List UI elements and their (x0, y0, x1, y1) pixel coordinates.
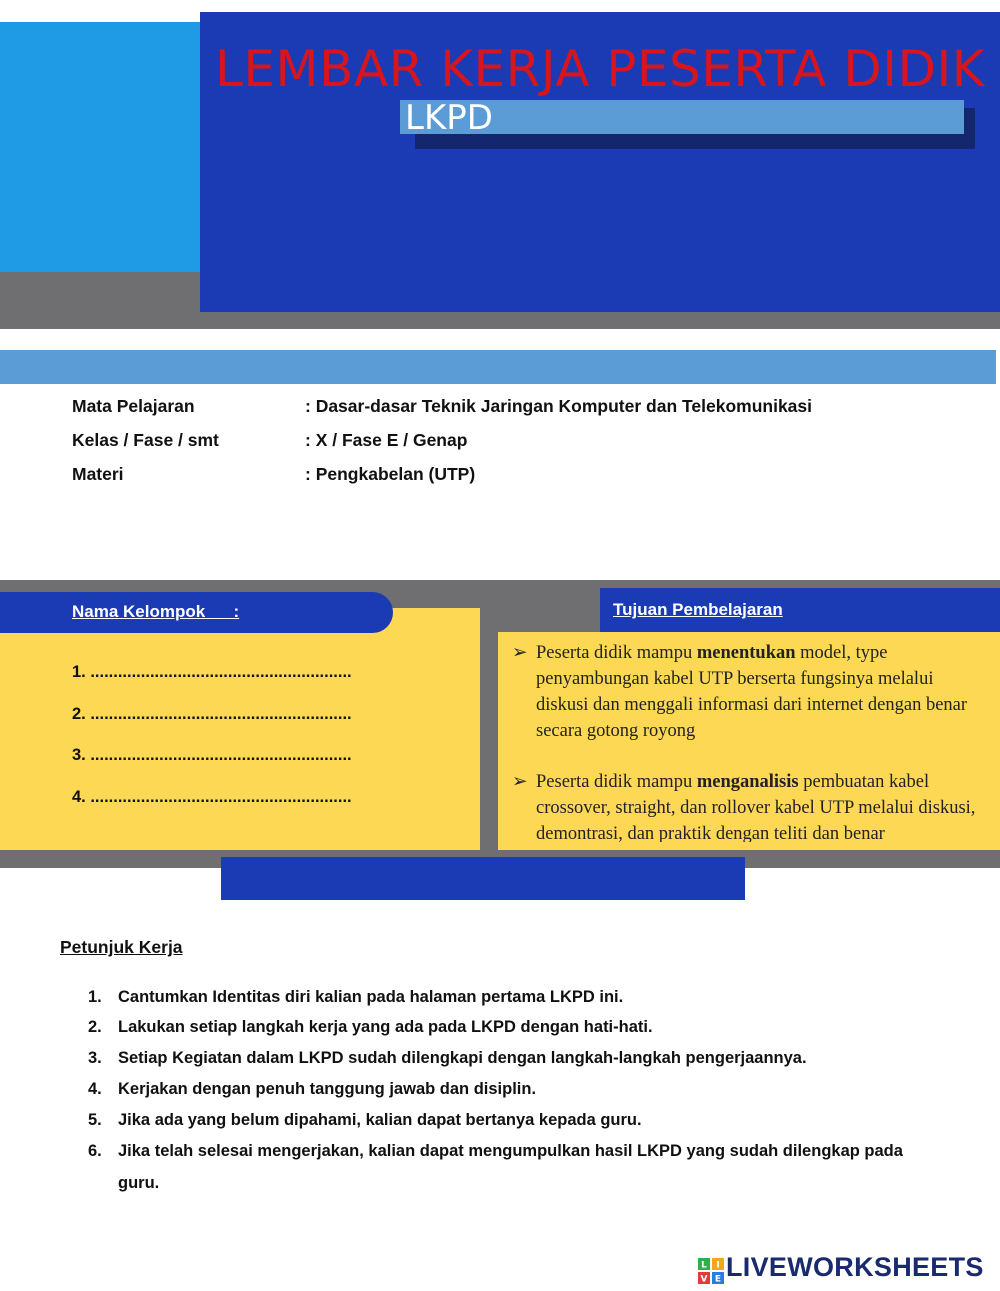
instructions-title: Petunjuk Kerja (60, 937, 183, 957)
objectives-title: Tujuan Pembelajaran (613, 600, 783, 619)
instruction-step-5 (88, 1104, 948, 1136)
instruction-step-3 (88, 1042, 948, 1074)
liveworksheets-watermark[interactable]: LIVEWORKSHEETS (726, 1252, 984, 1282)
page-title: LEMBAR KERJA PESERTA DIDIK (214, 40, 986, 98)
divider-stripe (0, 350, 996, 384)
page-subtitle: LKPD (405, 98, 493, 138)
info-label-material: Materi (72, 464, 124, 484)
group-label: Nama Kelompok : (72, 602, 240, 621)
group-member-2[interactable]: 2. ......................................................... (72, 705, 352, 723)
step-text: Jika ada yang belum dipahami, kalian dapat bertanya kepada guru. (118, 1111, 642, 1129)
svg-text:E: E (714, 1274, 722, 1284)
arrow-bullet-icon: ➢ (512, 643, 528, 663)
info-label-subject: Mata Pelajaran (72, 396, 195, 416)
step-text: Setiap Kegiatan dalam LKPD sudah dilengkapi dengan langkah-langkah pengerjaannya. (118, 1049, 807, 1067)
arrow-bullet-icon: ➢ (512, 772, 528, 792)
step-text: Jika telah selesai mengerjakan, kalian dapat mengumpulkan hasil LKPD yang sudah dilengkap pada guru. (118, 1142, 903, 1192)
step-number: 2. (88, 1018, 102, 1036)
bottom-blue-bar (221, 857, 745, 900)
objective-keyword: menganalisis (696, 772, 799, 792)
group-panel (0, 608, 480, 850)
instruction-step-6 (88, 1135, 948, 1199)
objective-keyword: menentukan (696, 643, 796, 663)
info-value-material: : Pengkabelan (UTP) (305, 464, 476, 484)
instruction-step-4 (88, 1073, 948, 1105)
step-text: Lakukan setiap langkah kerja yang ada pada LKPD dengan hati-hati. (118, 1018, 653, 1036)
group-member-3[interactable]: 3. ......................................................... (72, 746, 352, 764)
objective-text: pembuatan kabel crossover, straight, dan rollover kabel UTP melalui diskusi, demontrasi, dan praktik dengan teliti dan benar (536, 772, 976, 842)
objectives-list (498, 632, 1000, 842)
step-number: 6. (88, 1142, 102, 1160)
group-member-4[interactable]: 4. ......................................................... (72, 788, 352, 806)
svg-text:L: L (701, 1260, 707, 1271)
instruction-step-1 (88, 981, 948, 1013)
step-number: 4. (88, 1080, 102, 1098)
objective-text: model, type penyambungan kabel UTP berserta fungsinya melalui diskusi dan menggali informasi dari internet dengan benar secara gotong royong (536, 643, 968, 741)
info-value-subject: : Dasar-dasar Teknik Jaringan Komputer dan Telekomunikasi (305, 396, 813, 416)
group-member-1[interactable]: 1. ......................................................... (72, 663, 352, 681)
step-text: Kerjakan dengan penuh tanggung jawab dan disiplin. (118, 1080, 537, 1098)
info-value-class: : X / Fase E / Genap (305, 430, 468, 450)
info-label-class: Kelas / Fase / smt (72, 430, 219, 450)
objective-text: Peserta didik mampu (536, 643, 697, 663)
liveworksheets-logo-icon (698, 1258, 724, 1284)
step-text: Cantumkan Identitas diri kalian pada halaman pertama LKPD ini. (118, 988, 624, 1006)
svg-text:V: V (700, 1274, 708, 1284)
objective-text: Peserta didik mampu (536, 772, 697, 792)
step-number: 5. (88, 1111, 102, 1129)
objective-item-2 (512, 769, 982, 842)
objective-item-1 (512, 640, 982, 744)
step-number: 3. (88, 1049, 102, 1067)
step-number: 1. (88, 988, 102, 1006)
svg-text:I: I (716, 1260, 720, 1271)
instruction-step-2 (88, 1011, 948, 1043)
